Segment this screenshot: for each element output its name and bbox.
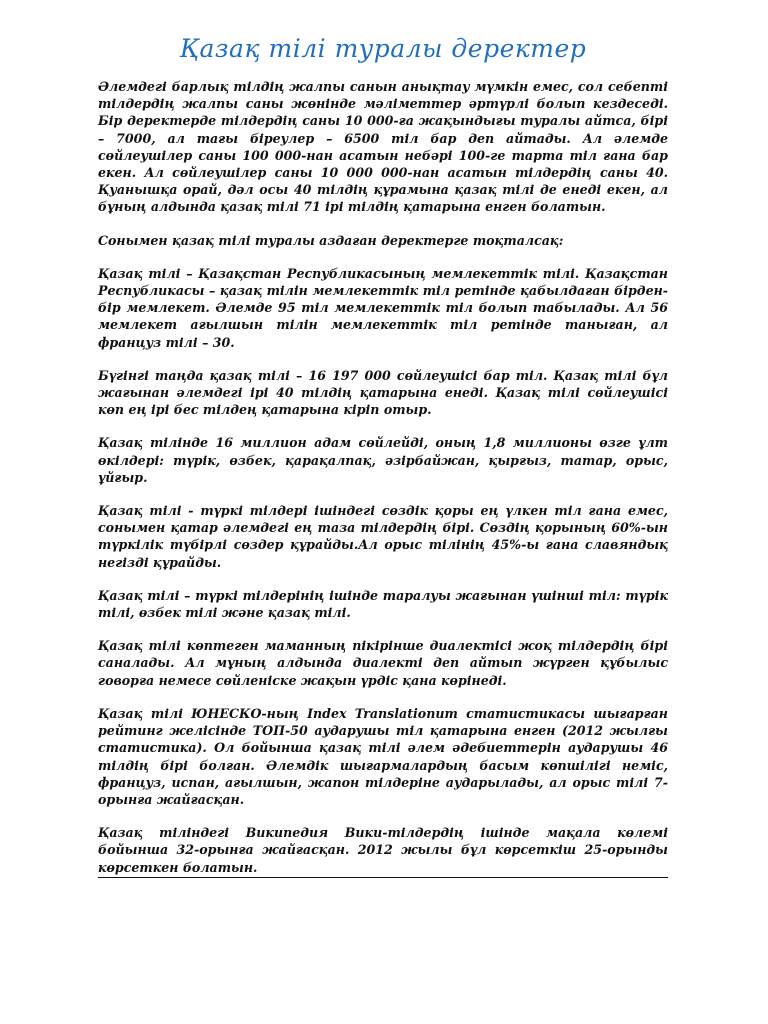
paragraph-unesco: Қазақ тілі ЮНЕСКО-ның Index Translationum статистикасы шығарған рейтинг желісінде ТОП-50 аударушы тіл қатарына енген (2012 жылғы статистика). Ол бойынша қазақ тілі әлем әдебиеттерін аударушы 46 тілдің бірі болған. Әлемдік шығармалардың басым көпшілігі неміс, француз, испан, ағылшын, жапон тілдеріне аударылады, ал орыс тілі 7-орынға жайғасқан. [98, 705, 668, 807]
paragraph-wikipedia: Қазақ тіліндегі Википедия Вики-тілдердің ішінде мақала көлемі бойынша 32-орынға жайғасқан. 2012 жылы бұл көрсеткіш 25-орынды көрсеткен болатын. [98, 824, 668, 878]
page-title: Қазақ тілі туралы деректер [179, 34, 587, 63]
paragraph-dialects: Қазақ тілі көптеген маманның пікірінше диалектісі жоқ тілдердің бірі саналады. Ал мұның алдында диалекті деп айтып жүрген құбылыс говорға немесе сөйленіске жақын үрдіс қана көрінеді. [98, 638, 668, 688]
paragraph-state-language: Қазақ тілі – Қазақстан Республикасының мемлекеттік тілі. Қазақстан Республикасы – қазақ тілін мемлекеттік тіл ретінде қабылдаған бірден-бір мемлекет. Әлемде 95 тіл мемлекеттік тіл болып табылады. Ал 56 мемлекет ағылшын тілін мемлекеттік тіл ретінде таныған, ал француз тілі – 30. [98, 265, 668, 350]
paragraph-speakers-ethnic: Қазақ тілінде 16 миллион адам сөйлейді, оның 1,8 миллионы өзге ұлт өкілдері: түрік, өзбек, қарақалпақ, әзірбайжан, қырғыз, татар, орыс, ұйғыр. [98, 435, 668, 485]
paragraph-intro: Әлемдегі барлық тілдің жалпы санын анықтау мүмкін емес, сол себепті тілдердің жалпы саны жөнінде мәліметтер әртүрлі болып кездеседі. Бір деректерде тілдердің саны 10 000-ға жақындығы туралы айтса, бірі – 7000, ал тағы біреулер – 6500 тіл бар деп айтады. Ал әлемде сөйлеушілер саны 100 000-нан асатын небәрі 100-ге тарта тіл ғана бар екен. Ал сөйлеушілер саны 10 000 000-нан асатын тілдердің саны 40. Қуанышқа орай, дәл осы 40 тілдің құрамына қазақ тілі де енеді екен, ал бұның алдында қазақ тілі 71 ірі тілдің қатарына енген болатын. [98, 79, 668, 215]
paragraph-lead-in: Сонымен қазақ тілі туралы аздаған деректерге тоқталсақ: [98, 232, 564, 248]
paragraph-vocabulary: Қазақ тілі - түркі тілдері ішіндегі сөздік қоры ең үлкен тіл ғана емес, сонымен қатар әлемдегі ең таза тілдердің бірі. Сөздің қорының 60%-ын түркілік түбірлі сөздер құрайды.Ал орыс тілінің 45%-ы ғана славяндық негізді құрайды. [98, 503, 668, 570]
paragraph-speakers-count: Бүгінгі таңда қазақ тілі – 16 197 000 сөйлеушісі бар тіл. Қазақ тілі бұл жағынан әлемдегі ірі 40 тілдің қатарына енеді. Қазақ тілі сөйлеушісі көп ең ірі бес тілдең қатарына кіріп отыр. [98, 367, 668, 418]
paragraph-turkic-rank: Қазақ тілі – түркі тілдерінің ішінде таралуы жағынан үшінші тіл: түрік тілі, өзбек тілі және қазақ тілі. [98, 587, 668, 621]
